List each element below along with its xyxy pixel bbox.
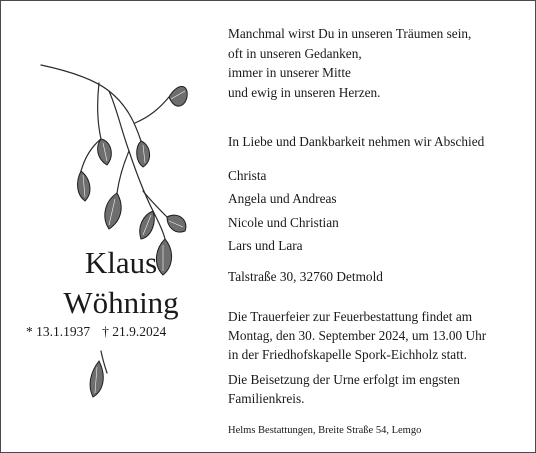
mourner: Angela und Andreas xyxy=(228,191,337,207)
birth-date: * 13.1.1937 xyxy=(26,324,91,339)
service-notice xyxy=(228,307,486,364)
poem-line: immer in unserer Mitte xyxy=(228,65,351,80)
service-line: Montag, den 30. September 2024, um 13.00 Uhr xyxy=(228,328,487,343)
burial-line: Die Beisetzung der Urne erfolgt im engsten xyxy=(228,372,460,387)
service-line: in der Friedhofskapelle Spork-Eichholz statt. xyxy=(228,347,467,362)
poem-line: Manchmal wirst Du in unseren Träumen sein, xyxy=(228,26,472,41)
memorial-poem xyxy=(228,24,471,102)
service-line: Die Trauerfeier zur Feuerbestattung findet am xyxy=(228,309,473,324)
deceased-last-name: Wöhning xyxy=(63,285,179,320)
burial-line: Familienkreis. xyxy=(228,391,305,406)
farewell-line: In Liebe und Dankbarkeit nehmen wir Abschied xyxy=(228,134,485,149)
life-dates xyxy=(26,324,216,340)
birch-branch-illustration xyxy=(39,61,199,421)
mourners-list xyxy=(228,164,339,257)
undertaker-credit: Helms Bestattungen, Breite Straße 54, Lemgo xyxy=(228,425,422,436)
mourner: Christa xyxy=(228,168,267,183)
deceased-first-name: Klaus xyxy=(84,245,158,280)
family-address: Talstraße 30, 32760 Detmold xyxy=(228,269,383,284)
poem-line: und ewig in unseren Herzen. xyxy=(228,84,381,100)
mourner: Nicole und Christian xyxy=(228,214,339,230)
death-date: † 21.9.2024 xyxy=(102,324,167,339)
burial-notice xyxy=(228,370,460,408)
poem-line: oft in unseren Gedanken, xyxy=(228,45,362,61)
mourner: Lars und Lara xyxy=(228,237,303,253)
